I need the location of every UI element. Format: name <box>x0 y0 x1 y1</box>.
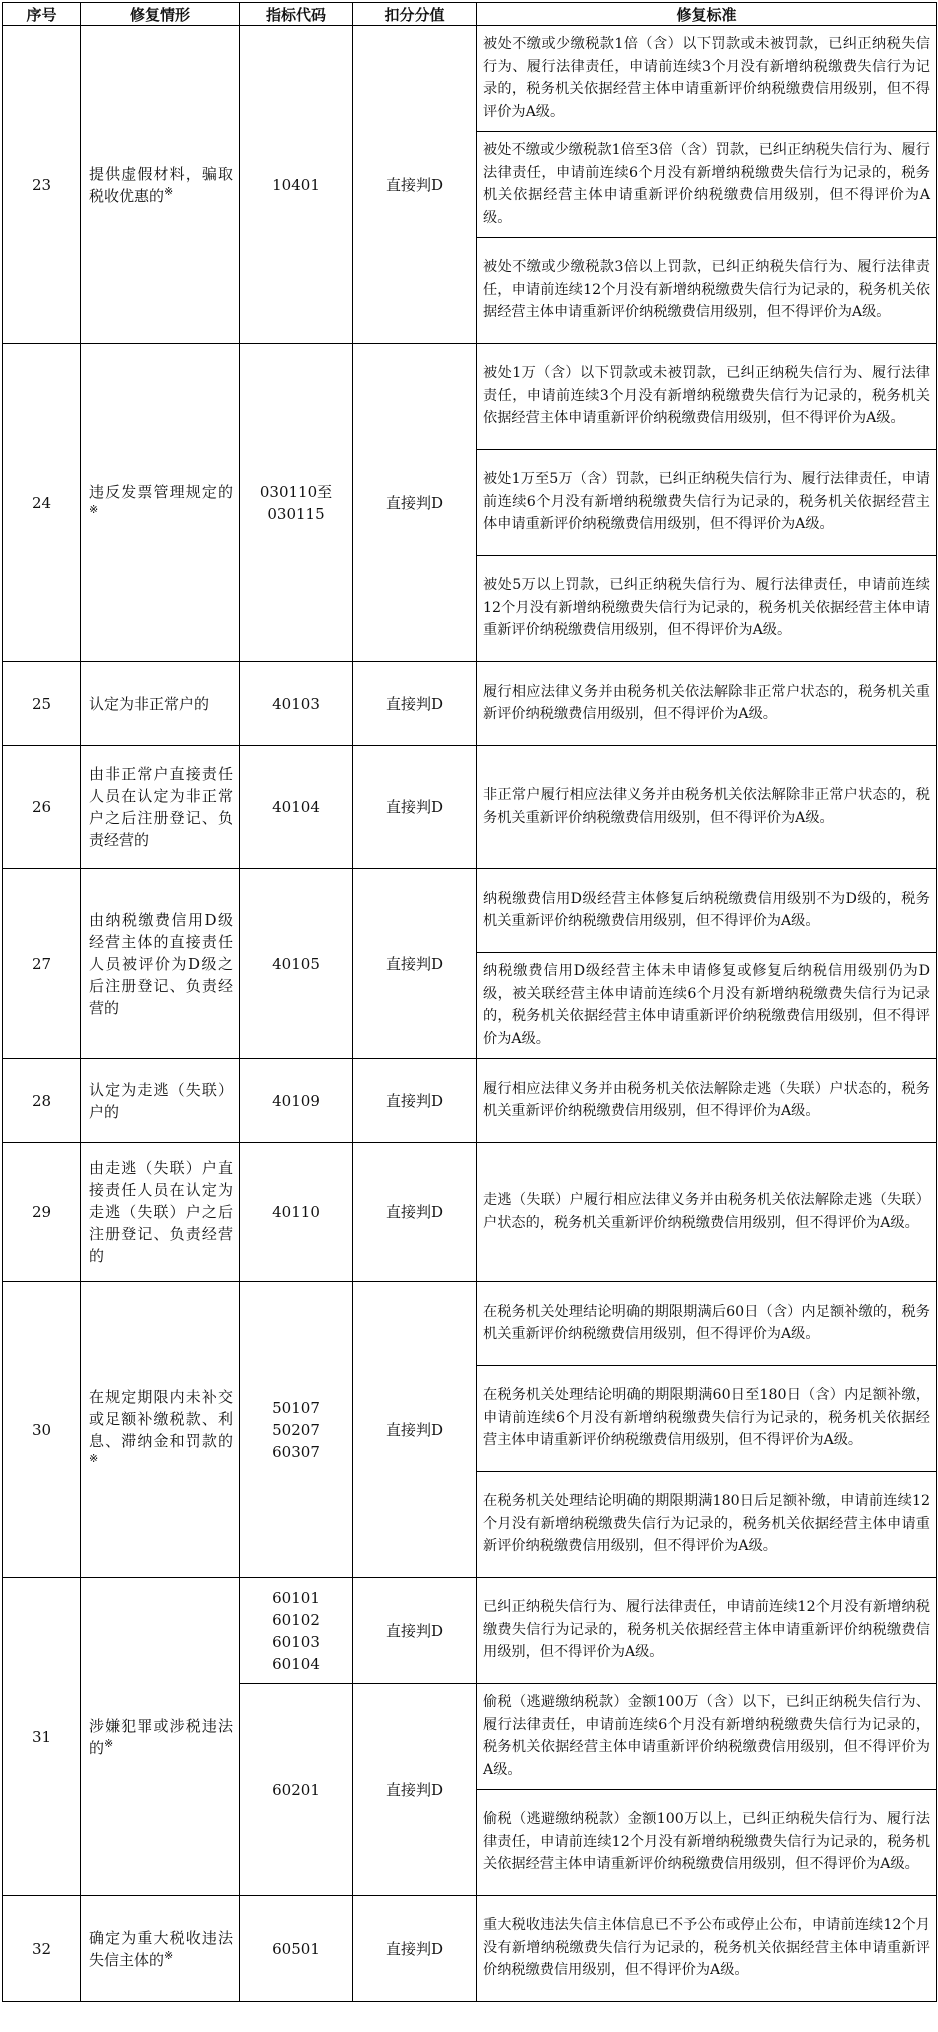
document-page <box>2 2 936 2002</box>
row-no: 29 <box>3 1143 81 1282</box>
row-standard: 纳税缴费信用D级经营主体修复后纳税缴费信用级别不为D级的，税务机关重新评价纳税缴费信用级别，但不得评价为A级。 <box>477 869 937 953</box>
row-score: 直接判D <box>353 1059 477 1143</box>
header-situation: 修复情形 <box>81 3 240 26</box>
row-no: 32 <box>3 1896 81 2002</box>
row-standard: 履行相应法律义务并由税务机关依法解除走逃（失联）户状态的，税务机关重新评价纳税缴费信用级别，但不得评价为A级。 <box>477 1059 937 1143</box>
row-standard: 在税务机关处理结论明确的期限期满60日至180日（含）内足额补缴，申请前连续6个月没有新增纳税缴费失信行为记录的，税务机关依据经营主体申请重新评价纳税缴费信用级别，但不得评价为A级。 <box>477 1366 937 1472</box>
row-situation: 由非正常户直接责任人员在认定为非正常户之后注册登记、负责经营的 <box>81 746 240 869</box>
header-code: 指标代码 <box>240 3 353 26</box>
row-score: 直接判D <box>353 746 477 869</box>
row-score: 直接判D <box>353 26 477 344</box>
header-no: 序号 <box>3 3 81 26</box>
row-score: 直接判D <box>353 1282 477 1578</box>
table-row <box>3 1578 937 1684</box>
row-no: 26 <box>3 746 81 869</box>
row-situation: 在规定期限内未补交或足额补缴税款、利息、滞纳金和罚款的※ <box>81 1282 240 1578</box>
note-mark: ※ <box>104 1736 114 1750</box>
row-situation: 确定为重大税收违法失信主体的※ <box>81 1896 240 2002</box>
table-row <box>3 1143 937 1282</box>
row-code: 10401 <box>240 26 353 344</box>
table-header-row <box>3 3 937 26</box>
table-row <box>3 869 937 953</box>
row-score: 直接判D <box>353 344 477 662</box>
row-standard: 被处5万以上罚款，已纠正纳税失信行为、履行法律责任，申请前连续12个月没有新增纳税缴费失信行为记录的，税务机关依据经营主体申请重新评价纳税缴费信用级别，但不得评价为A级。 <box>477 556 937 662</box>
row-code: 030110至 030115 <box>240 344 353 662</box>
note-mark: ※ <box>164 184 174 198</box>
row-standard: 在税务机关处理结论明确的期限期满180日后足额补缴，申请前连续12个月没有新增纳税缴费失信行为记录的，税务机关依据经营主体申请重新评价纳税缴费信用级别，但不得评价为A级。 <box>477 1472 937 1578</box>
row-standard: 被处1万（含）以下罚款或未被罚款，已纠正纳税失信行为、履行法律责任，申请前连续3个月没有新增纳税缴费失信行为记录的，税务机关依据经营主体申请重新评价纳税缴费信用级别，但不得评价为A级。 <box>477 344 937 450</box>
table-row <box>3 344 937 450</box>
row-no: 31 <box>3 1578 81 1896</box>
row-code: 40103 <box>240 662 353 746</box>
row-code: 40110 <box>240 1143 353 1282</box>
header-score: 扣分分值 <box>353 3 477 26</box>
row-standard: 被处不缴或少缴税款1倍（含）以下罚款或未被罚款，已纠正纳税失信行为、履行法律责任，申请前连续3个月没有新增纳税缴费失信行为记录的，税务机关依据经营主体申请重新评价纳税缴费信用级别，但不得评价为A级。 <box>477 26 937 132</box>
row-score: 直接判D <box>353 1578 477 1684</box>
row-standard: 被处不缴或少缴税款1倍至3倍（含）罚款，已纠正纳税失信行为、履行法律责任，申请前连续6个月没有新增纳税缴费失信行为记录的，税务机关依据经营主体申请重新评价纳税缴费信用级别，但不得评价为A级。 <box>477 132 937 238</box>
row-no: 24 <box>3 344 81 662</box>
row-score: 直接判D <box>353 1896 477 2002</box>
row-standard: 在税务机关处理结论明确的期限期满后60日（含）内足额补缴的，税务机关重新评价纳税缴费信用级别，但不得评价为A级。 <box>477 1282 937 1366</box>
row-code: 40104 <box>240 746 353 869</box>
table-row <box>3 1282 937 1366</box>
table-row <box>3 662 937 746</box>
note-mark: ※ <box>89 502 99 516</box>
row-code: 60501 <box>240 1896 353 2002</box>
row-code: 60101 60102 60103 60104 <box>240 1578 353 1684</box>
row-score: 直接判D <box>353 869 477 1059</box>
row-standard: 非正常户履行相应法律义务并由税务机关依法解除非正常户状态的，税务机关重新评价纳税缴费信用级别，但不得评价为A级。 <box>477 746 937 869</box>
table-row <box>3 26 937 132</box>
row-standard: 偷税（逃避缴纳税款）金额100万以上，已纠正纳税失信行为、履行法律责任，申请前连续12个月没有新增纳税缴费失信行为记录的，税务机关依据经营主体申请重新评价纳税缴费信用级别，但不得评价为A级。 <box>477 1790 937 1896</box>
row-situation: 由走逃（失联）户直接责任人员在认定为走逃（失联）户之后注册登记、负责经营的 <box>81 1143 240 1282</box>
row-standard: 被处不缴或少缴税款3倍以上罚款，已纠正纳税失信行为、履行法律责任，申请前连续12个月没有新增纳税缴费失信行为记录的，税务机关依据经营主体申请重新评价纳税缴费信用级别，但不得评价为A级。 <box>477 238 937 344</box>
row-standard: 重大税收违法失信主体信息已不予公布或停止公布，申请前连续12个月没有新增纳税缴费失信行为记录的，税务机关依据经营主体申请重新评价纳税缴费信用级别，但不得评价为A级。 <box>477 1896 937 2002</box>
row-standard: 被处1万至5万（含）罚款，已纠正纳税失信行为、履行法律责任，申请前连续6个月没有新增纳税缴费失信行为记录的，税务机关依据经营主体申请重新评价纳税缴费信用级别，但不得评价为A级。 <box>477 450 937 556</box>
note-mark: ※ <box>89 1451 99 1465</box>
row-standard: 偷税（逃避缴纳税款）金额100万（含）以下，已纠正纳税失信行为、履行法律责任，申请前连续6个月没有新增纳税缴费失信行为记录的，税务机关依据经营主体申请重新评价纳税缴费信用级别，但不得评价为A级。 <box>477 1684 937 1790</box>
table-row <box>3 1896 937 2002</box>
row-code: 40109 <box>240 1059 353 1143</box>
row-situation: 涉嫌犯罪或涉税违法的※ <box>81 1578 240 1896</box>
note-mark: ※ <box>164 1948 174 1962</box>
row-score: 直接判D <box>353 662 477 746</box>
table-row <box>3 1059 937 1143</box>
row-standard: 纳税缴费信用D级经营主体未申请修复或修复后纳税信用级别仍为D级，被关联经营主体申请前连续6个月没有新增纳税缴费失信行为记录的，税务机关依据经营主体申请重新评价纳税缴费信用级别，但不得评价为A级。 <box>477 953 937 1059</box>
row-standard: 履行相应法律义务并由税务机关依法解除非正常户状态的，税务机关重新评价纳税缴费信用级别，但不得评价为A级。 <box>477 662 937 746</box>
row-no: 23 <box>3 26 81 344</box>
row-no: 25 <box>3 662 81 746</box>
row-score: 直接判D <box>353 1143 477 1282</box>
row-score: 直接判D <box>353 1684 477 1896</box>
row-situation: 认定为走逃（失联）户的 <box>81 1059 240 1143</box>
row-standard: 走逃（失联）户履行相应法律义务并由税务机关依法解除走逃（失联）户状态的，税务机关重新评价纳税缴费信用级别，但不得评价为A级。 <box>477 1143 937 1282</box>
header-standard: 修复标准 <box>477 3 937 26</box>
row-situation: 由纳税缴费信用D级经营主体的直接责任人员被评价为D级之后注册登记、负责经营的 <box>81 869 240 1059</box>
row-standard: 已纠正纳税失信行为、履行法律责任，申请前连续12个月没有新增纳税缴费失信行为记录的，税务机关依据经营主体申请重新评价纳税缴费信用级别，但不得评价为A级。 <box>477 1578 937 1684</box>
row-situation: 提供虚假材料，骗取税收优惠的※ <box>81 26 240 344</box>
row-code: 40105 <box>240 869 353 1059</box>
row-situation: 违反发票管理规定的※ <box>81 344 240 662</box>
row-code: 60201 <box>240 1684 353 1896</box>
row-situation: 认定为非正常户的 <box>81 662 240 746</box>
row-no: 28 <box>3 1059 81 1143</box>
row-code: 50107 50207 60307 <box>240 1282 353 1578</box>
credit-repair-table <box>2 2 937 2002</box>
table-row <box>3 746 937 869</box>
row-no: 27 <box>3 869 81 1059</box>
row-no: 30 <box>3 1282 81 1578</box>
